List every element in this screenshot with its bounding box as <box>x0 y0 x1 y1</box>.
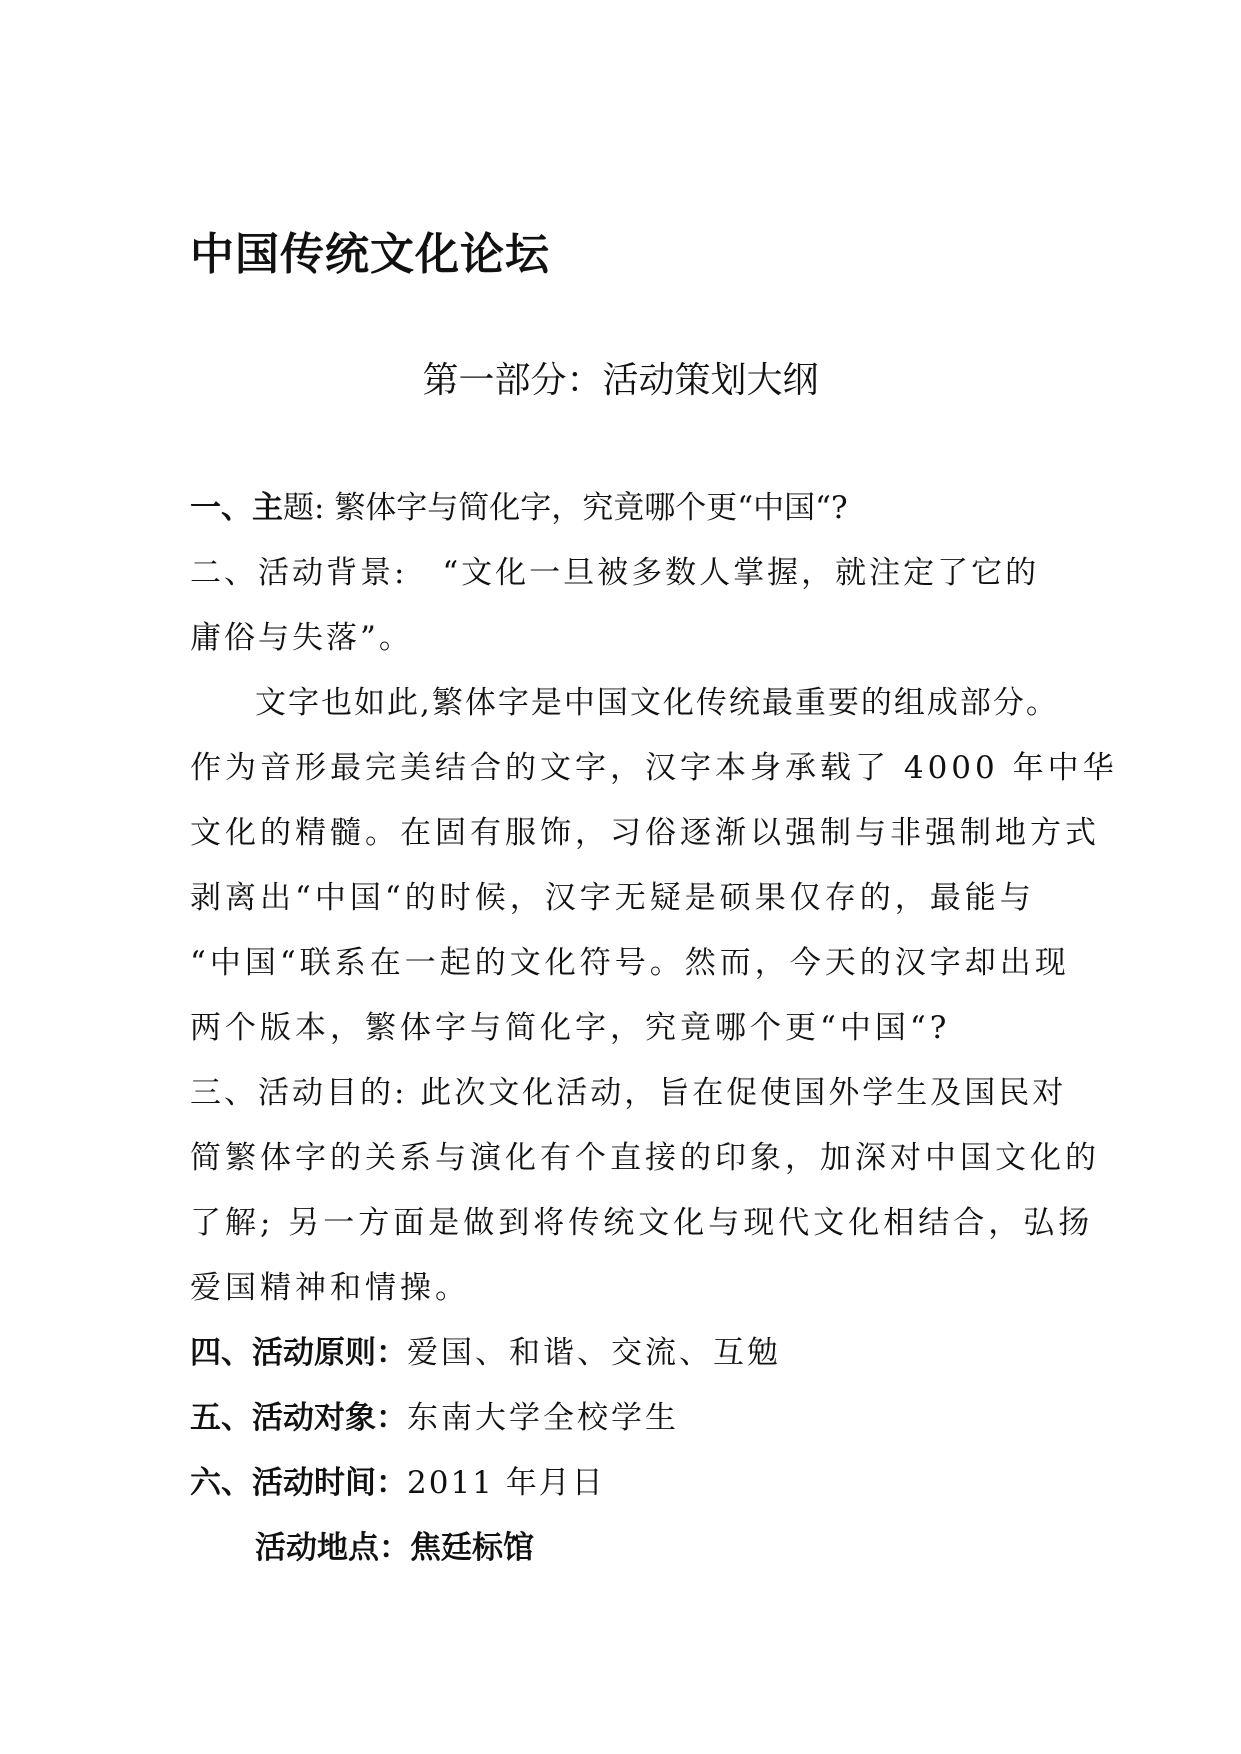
time-label: 六、活动时间： <box>190 1465 407 1501</box>
place-label: 活动地点： <box>255 1530 410 1566</box>
theme-label-rest: 题: <box>283 490 325 526</box>
principle-label: 四、活动原则： <box>190 1335 407 1371</box>
background-line-2: 庸俗与失落”。 <box>190 620 413 656</box>
background-text-1: “文化一旦被多数人掌握，就注定了它的 <box>442 555 1040 591</box>
theme-line <box>190 490 848 527</box>
paragraph-line-5: “中国“联系在一起的文化符号。然而，今天的汉字却出现 <box>190 945 1070 981</box>
paragraph-line-6: 两个版本，繁体字与简化字，究竟哪个更“中国“? <box>190 1010 951 1046</box>
paragraph-line-3: 文化的精髓。在固有服饰，习俗逐渐以强制与非强制地方式 <box>190 815 1100 851</box>
paragraph-line-1: 文字也如此,繁体字是中国文化传统最重要的组成部分。 <box>255 685 1059 721</box>
background-line-1 <box>190 555 1039 592</box>
background-label: 二、活动背景: <box>190 555 408 591</box>
document-title: 中国传统文化论坛 <box>190 229 550 280</box>
target-label: 五、活动对象： <box>190 1400 407 1436</box>
paragraph-line-4: 剥离出“中国“的时候，汉字无疑是硕果仅存的，最能与 <box>190 880 1035 916</box>
target-line <box>190 1400 679 1437</box>
paragraph-line-2: 作为音形最完美结合的文字，汉字本身承载了 4000 年中华 <box>190 750 1118 786</box>
theme-label: 一、主 <box>190 490 283 526</box>
section-heading: 第一部分：活动策划大纲 <box>422 360 819 401</box>
theme-text: 繁体字与简化字，究竟哪个更“中国“? <box>334 490 848 526</box>
time-line <box>190 1465 605 1502</box>
place-text: 焦廷标馆 <box>410 1530 534 1566</box>
purpose-line-3: 了解; 另一方面是做到将传统文化与现代文化相结合，弘扬 <box>190 1205 1094 1241</box>
target-text: 东南大学全校学生 <box>407 1400 679 1436</box>
purpose-line-4: 爱国精神和情操。 <box>190 1270 470 1306</box>
purpose-line-1: 三、活动目的: 此次文化活动，旨在促使国外学生及国民对 <box>190 1075 1067 1111</box>
place-line <box>255 1530 534 1567</box>
time-text: 2011 年月日 <box>407 1465 605 1501</box>
principle-line <box>190 1335 781 1372</box>
principle-text: 爱国、和谐、交流、互勉 <box>407 1335 781 1371</box>
purpose-line-2: 简繁体字的关系与演化有个直接的印象，加深对中国文化的 <box>190 1140 1100 1176</box>
